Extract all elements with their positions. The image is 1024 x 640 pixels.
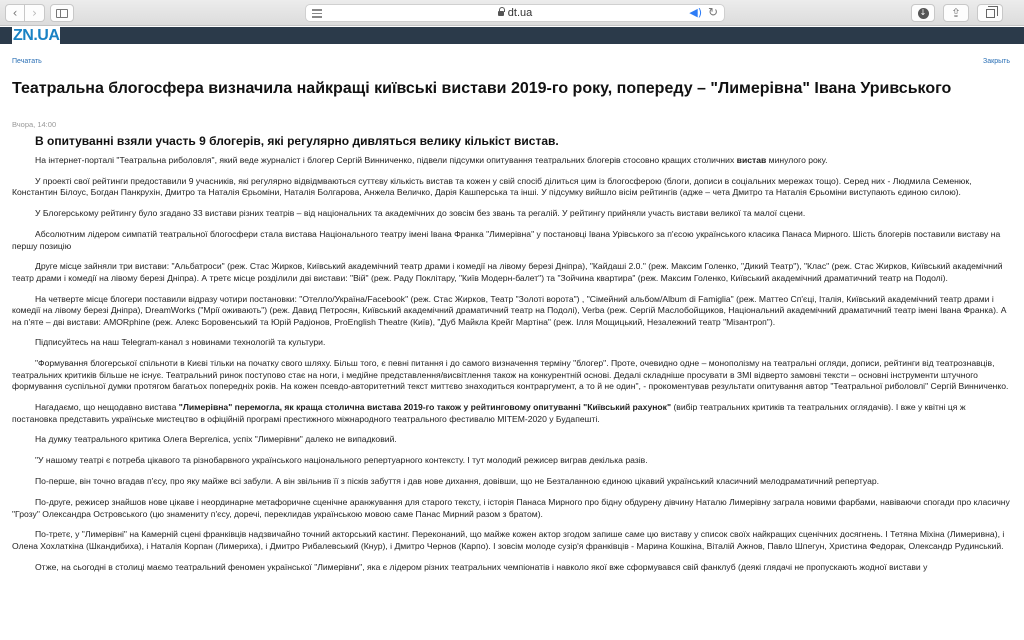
browser-toolbar [0, 0, 1024, 26]
site-header-bar [0, 27, 1024, 44]
lock-icon [498, 11, 504, 16]
paragraph: На інтернет-порталі "Театральна риболовля", який веде журналіст і блогер Сергій Винниченко, підвели підсумки опитування театральних блогерів стосовно кращих столичних вистав минулого року. [35, 155, 828, 165]
back-button[interactable] [5, 4, 25, 22]
paragraph: "У нашому театрі є потреба цікавого та різнобарвного українського національного репертуарного контексту. І тут молодий режисер виграв декілька разів. [35, 455, 648, 466]
paragraph: По-третє, у "Лимерівні" на Камерній сцені франківців надзвичайно точний акторський кастинг. Переконаний, що майже кожен актор згодом запише саме цю виставу у список своїх найкращих сценічних досягнень. І Тетяна Міхіна (Лимеривна), і Олена Хохлаткіна (Шкандибиха), і Наталія Корпан (Лимериха), і Дмитро Рибалевський (Кнур), і Дмитро Чернов (Карпо). І зовсім молоде сузір'я франківців - Марина Кошкіна, Віталій Ажнов, Павло Шпегун, Христина Федорак, Олександр Рудинський. [12, 529, 1005, 551]
bold-link[interactable]: "Лимерівна" перемогла, як краща столична вистава 2019-го також у рейтинговому опитуванні "Київський рахунок" [178, 402, 672, 413]
download-icon: ↓ [918, 8, 929, 19]
tabs-icon [986, 9, 995, 18]
share-icon: ⇪ [950, 6, 962, 20]
paragraph: У проекті свої рейтинги предоставили 9 учасників, які регулярно відвідмваються суттєву кількість вистав та кожен у свій спосіб ділиться цим із блогосферою (блоги, дописи в соціальних мережах тощо). Серед них - Людмила Семенюк, Константин Білоус, Богдан Панкрухін, Дмитро та Наталія Єрьоміни, Наталія Болгарова, Анжела Величко, Дарія Кашперська та інші. У підсумку вийшло вісім рейтингів (адже – чета Дмитро та Наталія Єрьоміни виступають єдиною силою). [12, 175, 972, 198]
paragraph: "Формування блогерської спільноти в Києві тільки на початку свого шляху. Більш того, є певні питання і до самого визначення терміну "блогер". Проте, очевидно одне – монополізму на театральні огляди, дописи, рейтинги від театрознавців, театральних критиків більше не існує. Театральний ринок поступово стає на ноги, і медійне представлення/висвітлення також на конкурентній основі. Дедалі складніше просувати в ЗМІ відверто замовні тексти – основні інструменти штучного формування суспільної думки протягом багатьох попередніх років. На кожен псевдо-авторитетний текст миттєво знаходиться контраргумент, а то й не один", - прокоментував результати опитування автор "Театральної риболовлі" Сергій Винниченко. [12, 358, 1009, 392]
close-link[interactable]: Закрыть [983, 58, 1010, 65]
speaker-icon[interactable]: ◀) [689, 6, 702, 19]
paragraph: На думку театрального критика Олега Вергеліса, успіх "Лимерівни" далеко не випадковий. [35, 434, 397, 445]
url-text: dt.ua [507, 7, 533, 19]
sidebar-icon [56, 9, 68, 18]
article-title: Театральна блогосфера визначила найкращі київські вистави 2019-го року, попереду – "Лимерівна" Івана Уривського [12, 80, 952, 97]
print-link[interactable]: Печатать [12, 58, 42, 65]
article-date: Вчора, 14:00 [12, 120, 57, 129]
share-button[interactable] [943, 4, 969, 22]
downloads-button[interactable] [911, 4, 935, 22]
article-lead: В опитуванні взяли участь 9 блогерів, які регулярно дивляться велику кількіст вистав. [35, 134, 559, 148]
paragraph: По-друге, режисер знайшов нове цікаве і неординарне метафоричне сценічне аранжування для старого тексту, і історія Панаса Мирного про бідну обдурену дівчину Наталю Лимерівну заграла новими фарбами, навіваючи спогади про класичну "Грозу" Олександра Островського (цю знамениту п'єсу, доречі, переклидав українською мовою саме Панас Мирний разом з братом). [12, 497, 1010, 519]
forward-button[interactable] [25, 4, 45, 22]
bold-link[interactable]: вистав [736, 155, 767, 165]
paragraph: Отже, на сьогодні в столиці маємо театральний феномен української "Лимерівни", яка є лідером різних театральних чемпіонатів і навколо якої вже сформувався свій фанклуб (деякі глядачі не пропускають жодної вистави у [35, 561, 928, 572]
paragraph: У Блогерському рейтингу було згадано 33 вистави різних театрів – від національних та академічних до зовсім без звань та регалій. У рейтингу прийняли участь вистави великої та малої сцени. [35, 208, 806, 219]
paragraph: По-перше, він точно вгадав п'єсу, про яку майже всі забули. А він звільнив її з пісків забуття і дав нове дихання, довівши, що не Безталанною єдиною цікавий український класичний мелодраматичний репертуар. [35, 476, 880, 487]
chevron-left-icon: ‹ [12, 6, 18, 20]
paragraph: На четверте місце блогери поставили відразу чотири постановки: "Отелло/Україна/Facebook" (реж. Стас Жирков, Театр "Золоті ворота") , "Сімейний альбом/Album di Famiglia" (реж. Маттео Сп'єці, Італія, Київський академічний театр драми і комедії на лівому березі Дніпра), DreamWorks ("Мрії оживають") (реж. Давид Петросян, Київський академічний драматичний театр на Подолі), Verba (реж. Сергій Маслобойщиков, Національний академічний драматичний театр імені Івана Франка). А на п'яте – дві вистави: AMORphine (реж. Алекс Боровенський та Юрій Радіонов, ProEnglish Theatre (Київ), "Дуб Майкла Крейг Мартіна" (реж. Ілля Мощицький, Незалежний театр "Мізантроп"). [12, 293, 1007, 327]
telegram-paragraph: Підписуйтесь на наш Telegram-канал з новинами технологій та культури. [35, 337, 326, 348]
address-bar[interactable] [305, 4, 725, 22]
sidebar-toggle-button[interactable] [50, 4, 74, 22]
article-body [12, 155, 1012, 583]
paragraph: Абсолютним лідером симпатій театральної блогосфери стала вистава Національного театру імені Івана Франка "Лимерівна" у постановці Івана Урівського за п'єсою українського класика Панаса Мирного. Шість блогерів поставили виставу на першу позицію [12, 229, 1001, 251]
chevron-right-icon: › [32, 6, 37, 20]
paragraph: Нагадаємо, що нещодавно вистава "Лимерівна" перемогла, як краща столична вистава 2019-го також у рейтинговому опитуванні "Київський рахунок" (вибір театральних критиків та театральних оглядачів). І вже у квітні ця ж постановка представить українське мистецтво в офіційній програмі престижного міжнародного театрального фестивалю MITEM-2020 у Будапешті. [12, 402, 966, 424]
tab-overview-button[interactable] [977, 4, 1003, 22]
reload-icon[interactable]: ↻ [707, 5, 718, 19]
paragraph: Друге місце зайняли три вистави: "Альбатроси" (реж. Стас Жирков, Київський академічний театр драми і комедії на лівому березі Дніпра), "Кайдаші 2.0." (реж. Максим Голенко, "Дикий Театр"), "Клас" (реж. Стас Жирков, Київський академічний театр драми і комедії на лівому березі Дніпра). А третє місце розділили дві вистави: "Вій" (реж. Раду Поклітару, "Київ Модерн-балет") та "Зойчина квартира" (реж. Максим Голенко, Київський академічний драматичний театр на Подолі). [12, 261, 1003, 283]
site-logo[interactable]: ZN.UA [13, 27, 60, 44]
